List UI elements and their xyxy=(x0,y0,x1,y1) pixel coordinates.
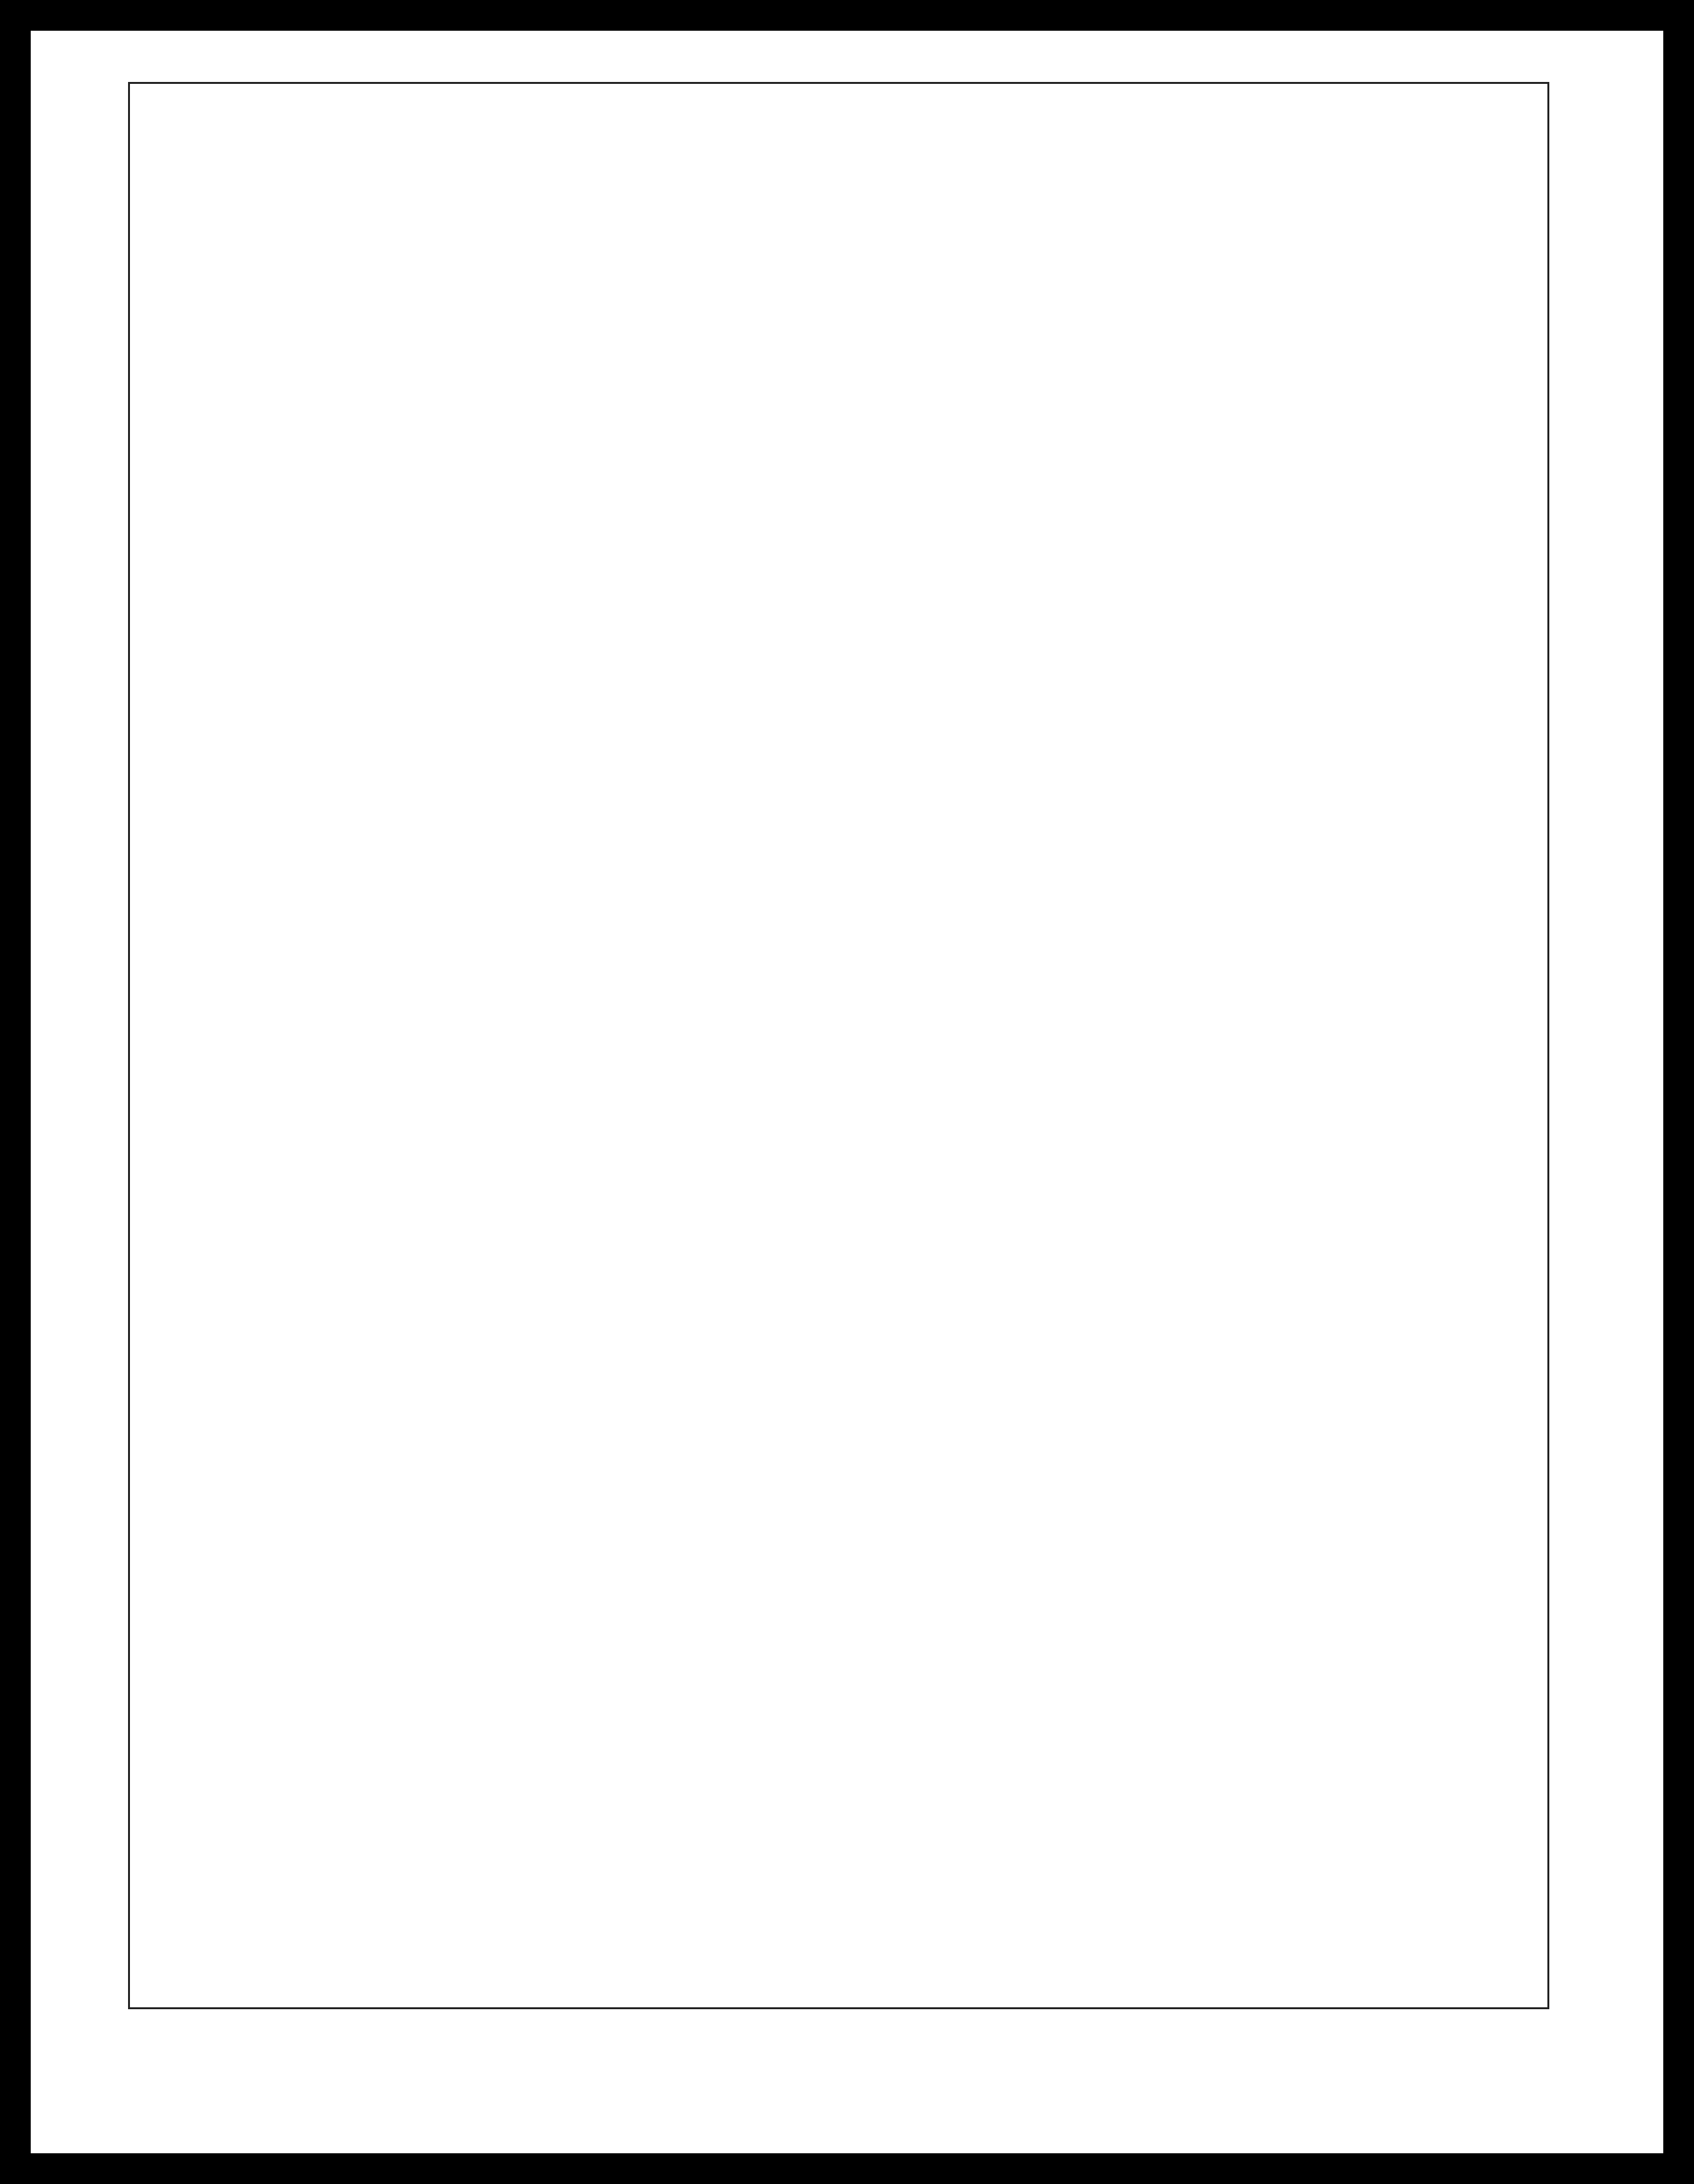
drawing-sheet xyxy=(31,31,1663,2153)
schedule-table xyxy=(150,105,1572,2018)
